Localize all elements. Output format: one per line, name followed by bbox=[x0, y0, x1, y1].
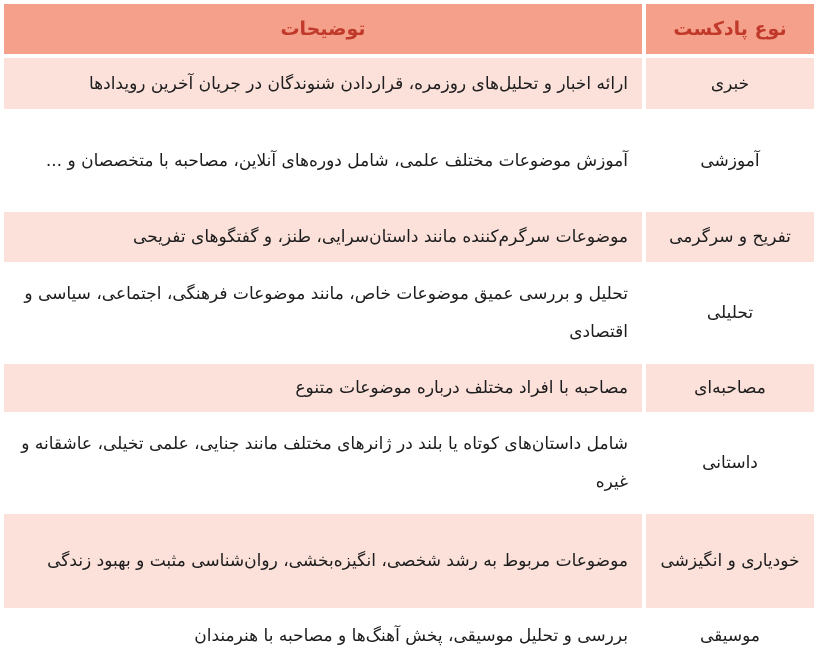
row-type: مصاحبه‌ای bbox=[646, 364, 814, 412]
row-type: آموزشی bbox=[700, 150, 760, 171]
table-row bbox=[4, 612, 814, 660]
row-description: شامل داستان‌های کوتاه یا بلند در ژانرهای مختلف مانند جنایی، علمی تخیلی، عاشقانه و غیره bbox=[21, 434, 628, 492]
table-row bbox=[4, 364, 814, 412]
table-row bbox=[4, 113, 814, 208]
table-row bbox=[4, 58, 814, 109]
row-type: تحلیلی bbox=[706, 303, 754, 323]
table-row bbox=[4, 416, 814, 510]
row-description: مصاحبه با افراد مختلف درباره موضوعات متنوع bbox=[4, 364, 642, 412]
row-description: بررسی و تحلیل موسیقی، پخش آهنگ‌ها و مصاحبه با هنرمندان bbox=[194, 626, 628, 646]
row-description: موضوعات مربوط به رشد شخصی، انگیزه‌بخشی، روان‌شناسی مثبت و بهبود زندگی bbox=[4, 514, 642, 608]
row-description: آموزش موضوعات مختلف علمی، شامل دوره‌های آنلاین، مصاحبه با متخصصان و ... bbox=[45, 150, 628, 171]
row-type: خودیاری و انگیزشی bbox=[646, 514, 814, 608]
table-row bbox=[4, 266, 814, 360]
row-type: خبری bbox=[646, 58, 814, 109]
row-type: تفریح و سرگرمی bbox=[646, 212, 814, 262]
table-row bbox=[4, 212, 814, 262]
table-row bbox=[4, 514, 814, 608]
header-type: نوع پادکست bbox=[646, 4, 814, 54]
row-description: تحلیل و بررسی عمیق موضوعات خاص، مانند موضوعات فرهنگی، اجتماعی، سیاسی و اقتصادی bbox=[24, 284, 628, 342]
header-description: توضیحات bbox=[4, 4, 642, 54]
row-type: داستانی bbox=[702, 453, 758, 473]
row-description: موضوعات سرگرم‌کننده مانند داستان‌سرایی، طنز، و گفتگوهای تفریحی bbox=[4, 212, 642, 262]
table-header-row bbox=[4, 4, 814, 54]
row-type: موسیقی bbox=[699, 626, 761, 646]
row-description: ارائه اخبار و تحلیل‌های روزمره، قراردادن شنوندگان در جریان آخرین رویدادها bbox=[4, 58, 642, 109]
